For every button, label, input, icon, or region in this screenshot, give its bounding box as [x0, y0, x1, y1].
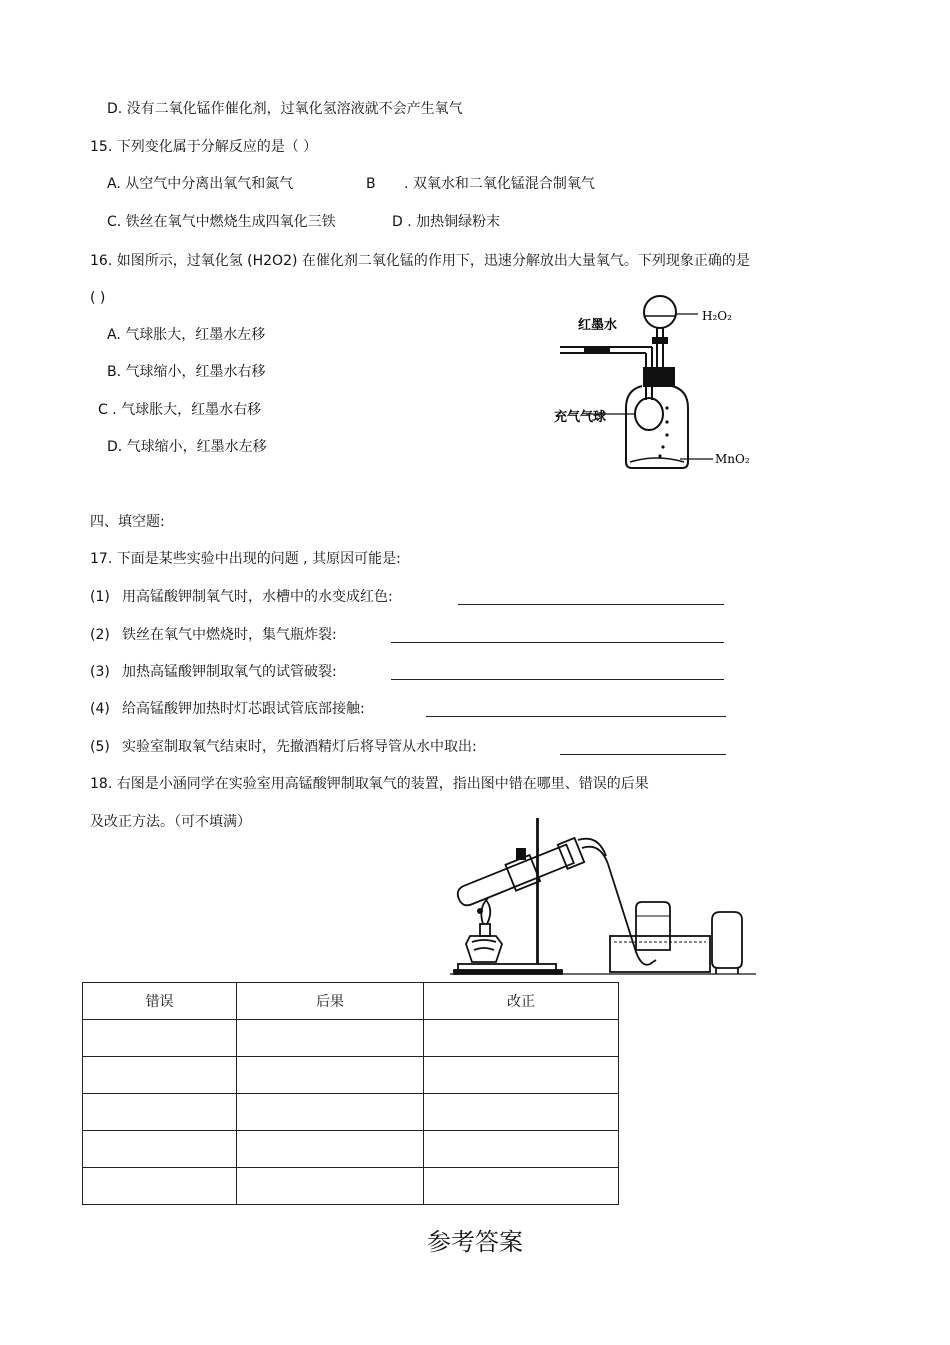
q17-item-4-text: 给高锰酸钾加热时灯芯跟试管底部接触: — [122, 701, 365, 717]
table-cell[interactable] — [83, 1168, 237, 1205]
table-cell[interactable] — [237, 1094, 424, 1131]
table-row — [83, 1094, 619, 1131]
table-row — [83, 1131, 619, 1168]
table-cell[interactable] — [83, 1020, 237, 1057]
q16-stem: 16. 如图所示，过氧化氢 (H2O2) 在催化剂二氧化锰的作用下，迅速分解放出大量氧气。下列现象正确的是 — [90, 253, 750, 269]
section-title: 四、填空题: — [90, 514, 165, 530]
q15-option-b: . 双氧水和二氧化锰混合制氧气 — [404, 176, 595, 192]
label-red-ink: 红墨水 — [578, 318, 618, 333]
q16-option-b: B. 气球缩小，红墨水右移 — [107, 364, 266, 380]
table-cell[interactable] — [424, 1057, 619, 1094]
q17-stem: 17. 下面是某些实验中出现的问题 , 其原因可能是: — [90, 551, 401, 567]
q16-apparatus-figure — [550, 290, 760, 480]
q16-option-d: D. 气球缩小，红墨水左移 — [107, 439, 267, 455]
label-mno2: MnO₂ — [715, 452, 750, 466]
q17-item-3-text: 加热高锰酸钾制取氧气的试管破裂: — [122, 664, 337, 680]
table-row — [83, 1168, 619, 1205]
q15-option-a: A. 从空气中分离出氧气和氮气 — [107, 176, 294, 192]
table-cell[interactable] — [424, 1094, 619, 1131]
table-cell[interactable] — [237, 1168, 424, 1205]
q15-option-c: C. 铁丝在氧气中燃烧生成四氧化三铁 — [107, 214, 336, 230]
q17-item-3-num: (3) — [90, 664, 110, 680]
table-cell[interactable] — [424, 1020, 619, 1057]
table-cell[interactable] — [237, 1131, 424, 1168]
q17-item-2-text: 铁丝在氧气中燃烧时，集气瓶炸裂: — [122, 627, 337, 643]
q15-stem: 15. 下列变化属于分解反应的是（ ） — [90, 139, 318, 155]
header-consequence: 后果 — [237, 983, 424, 1020]
label-h2o2: H₂O₂ — [702, 309, 732, 323]
header-error: 错误 — [83, 983, 237, 1020]
label-balloon: 充气气球 — [554, 410, 607, 425]
table-row — [83, 1020, 619, 1057]
q17-item-1-blank[interactable] — [458, 604, 724, 605]
q15-option-d: D . 加热铜绿粉末 — [392, 214, 501, 230]
table-cell[interactable] — [237, 1020, 424, 1057]
q18-stem-line2: 及改正方法。（可不填满） — [90, 814, 251, 830]
q17-item-5-num: (5) — [90, 739, 110, 755]
q16-option-c: C . 气球胀大，红墨水右移 — [98, 402, 262, 418]
header-correction: 改正 — [424, 983, 619, 1020]
table-cell[interactable] — [237, 1057, 424, 1094]
q17-item-1-text: 用高锰酸钾制氧气时，水槽中的水变成红色: — [122, 589, 393, 605]
q18-apparatus-figure — [450, 812, 760, 978]
table-cell[interactable] — [83, 1094, 237, 1131]
table-cell[interactable] — [424, 1131, 619, 1168]
q14-option-d: D. 没有二氧化锰作催化剂，过氧化氢溶液就不会产生氧气 — [107, 101, 463, 117]
q18-answer-table — [82, 982, 619, 1205]
q17-item-4-blank[interactable] — [426, 716, 726, 717]
q17-item-5-blank[interactable] — [560, 754, 726, 755]
q17-item-5-text: 实验室制取氧气结束时，先撤酒精灯后将导管从水中取出: — [122, 739, 477, 755]
q17-item-1-num: (1) — [90, 589, 110, 605]
q17-item-4-num: (4) — [90, 701, 110, 717]
answer-title: 参考答案 — [427, 1228, 523, 1256]
table-row — [83, 1057, 619, 1094]
q16-option-a: A. 气球胀大，红墨水左移 — [107, 327, 266, 343]
q17-item-2-num: (2) — [90, 627, 110, 643]
q17-item-3-blank[interactable] — [391, 679, 724, 680]
q15-option-b-letter: B — [366, 176, 376, 192]
table-cell[interactable] — [83, 1057, 237, 1094]
q18-stem-line1: 18. 右图是小涵同学在实验室用高锰酸钾制取氧气的装置，指出图中错在哪里、错误的后果 — [90, 776, 649, 792]
q17-item-2-blank[interactable] — [391, 642, 724, 643]
table-cell[interactable] — [424, 1168, 619, 1205]
table-cell[interactable] — [83, 1131, 237, 1168]
q16-paren: ( ) — [90, 290, 106, 306]
table-header-row — [83, 983, 619, 1020]
